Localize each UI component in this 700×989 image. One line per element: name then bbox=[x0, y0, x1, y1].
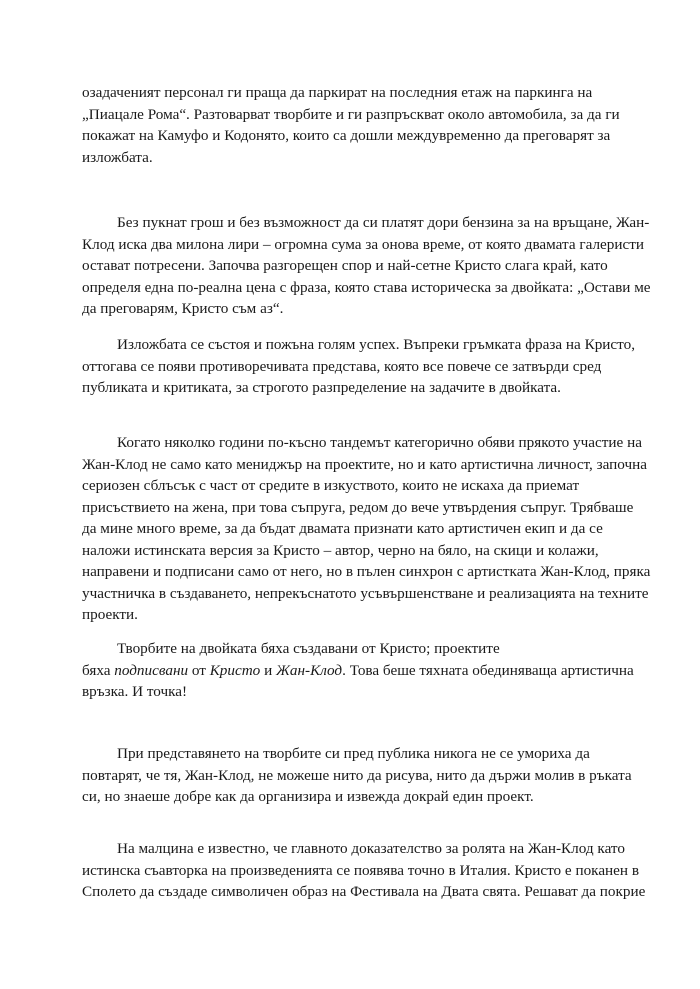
text-line: проекти. bbox=[82, 606, 138, 623]
italic-text: подписвани bbox=[114, 661, 189, 679]
text-line: наложи истинската версия за Кристо – автор, черно на бяло, на скици и колажи, bbox=[82, 541, 599, 559]
text-run: от bbox=[188, 661, 210, 679]
text-line: озадаченият персонал ги праща да паркират на последния етаж на паркинга на bbox=[82, 84, 593, 101]
text-line: истинска съавторка на произведенията се появява точно в Италия. Кристо е поканен в bbox=[82, 861, 640, 879]
text-line: да преговарям, Кристо съм аз“. bbox=[82, 300, 284, 317]
text-line: връзка. И точка! bbox=[82, 683, 188, 700]
text-line: си, но знаеше добре как да организира и извежда докрай един проект. bbox=[82, 788, 534, 805]
text-line: направени и подписани само от него, но в пълен синхрон с артистката Жан-Клод, пряка bbox=[82, 563, 651, 580]
text-line: При представянето на творбите си пред публика никога не се умориха да bbox=[117, 745, 590, 762]
text-line: участничка в създаването, непрекъснатото усъвършенстване и реализацията на техните bbox=[82, 584, 649, 602]
text-line: повтарят, че тя, Жан-Клод, не можеше нито да рисува, нито да държи молив в ръката bbox=[82, 766, 632, 784]
text-line: присъствието на жена, при това съпруга, редом до вече утвърдения съпруг. Трябваше bbox=[82, 498, 634, 516]
italic-text: Жан-Клод bbox=[276, 661, 343, 679]
text-line: Без пукнат грош и без възможност да си платят дори бензина за на връщане, Жан- bbox=[117, 214, 650, 231]
text-line bbox=[82, 660, 634, 682]
italic-text: Кристо bbox=[209, 661, 261, 679]
paragraph-5 bbox=[82, 638, 634, 703]
text-line: остават потресени. Започва разгорещен спор и най-сетне Кристо слага край, като bbox=[82, 257, 608, 274]
text-line: покажат на Камуфо и Кодонято, които са дошли междувременно да преговарят за bbox=[82, 127, 611, 144]
text-run: и bbox=[260, 661, 277, 679]
text-line: Изложбата се състоя и пожъна голям успех. Въпреки гръмката фраза на Кристо, bbox=[117, 336, 635, 353]
text-line: публиката и критиката, за строгото разпределение на задачите в двойката. bbox=[82, 379, 561, 396]
text-run: . Това беше тяхната обединяваща артистична bbox=[342, 661, 634, 679]
paragraph-1 bbox=[82, 82, 622, 168]
text-line: „Пиацале Рома“. Разтоварват творбите и ги разпръскват около автомобила, за да ги bbox=[82, 105, 620, 123]
text-run: бяха bbox=[82, 661, 115, 679]
text-line: изложбата. bbox=[82, 148, 153, 166]
paragraph-3 bbox=[82, 334, 635, 399]
paragraph-2 bbox=[82, 212, 651, 320]
paragraph-6 bbox=[82, 743, 632, 808]
text-line: сериозен сблъсък с част от средите в изкуството, които не искаха да приемат bbox=[82, 477, 580, 494]
text-line: На малцина е известно, че главното доказателство за ролята на Жан-Клод като bbox=[117, 840, 625, 857]
text-line: Сполето да създаде символичен образ на Фестивала на Двата свята. Решават да покрие bbox=[82, 883, 646, 900]
text-line: Клод иска два милона лири – огромна сума за онова време, от която двамата галеристи bbox=[82, 235, 645, 253]
text-line: оттогава се появи противоречивата представа, която все повече се затвърди сред bbox=[82, 357, 602, 375]
text-line: Когато няколко години по-късно тандемът категорично обяви прякото участие на bbox=[117, 434, 642, 451]
paragraph-7 bbox=[82, 838, 646, 903]
paragraph-4 bbox=[82, 432, 651, 626]
text-line: Творбите на двойката бяха създавани от Кристо; проектите bbox=[117, 640, 500, 657]
text-line: да мине много време, за да бъдат двамата признати като артистичен екип и да се bbox=[82, 520, 603, 537]
text-line: Жан-Клод не само като мениджър на проектите, но и като артистична личност, започна bbox=[82, 455, 648, 473]
text-line: определя една по-реална цена с фраза, която става историческа за двойката: „Остави ме bbox=[82, 278, 651, 296]
